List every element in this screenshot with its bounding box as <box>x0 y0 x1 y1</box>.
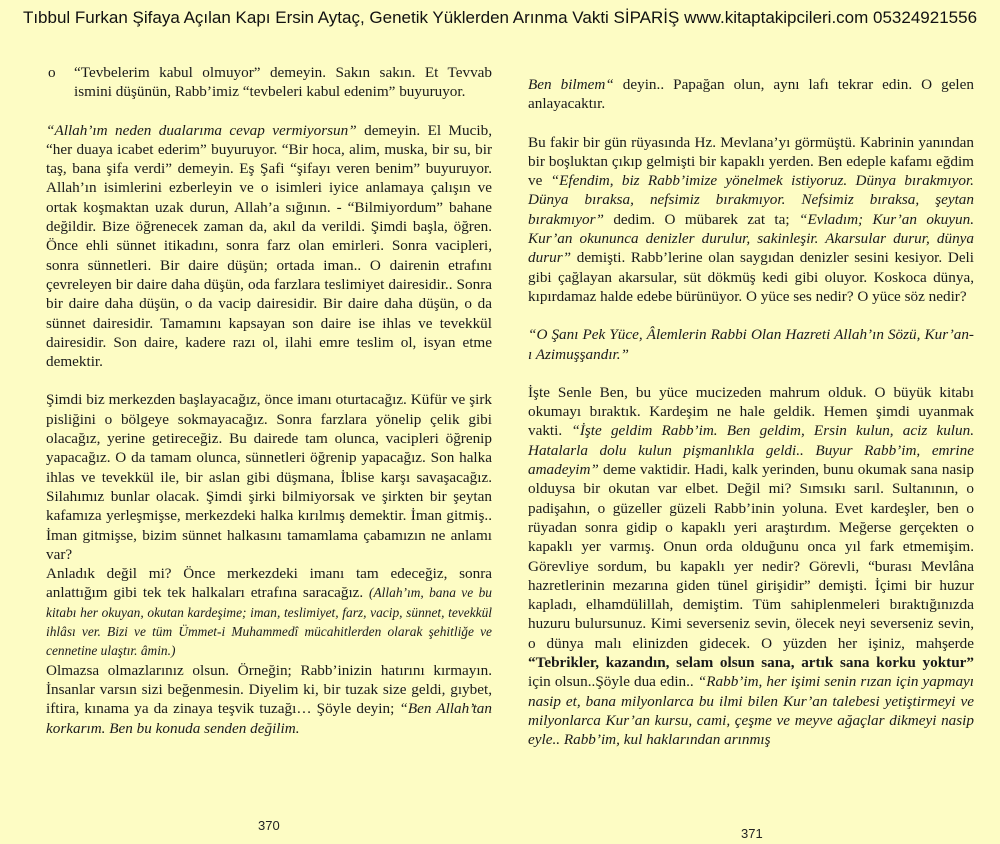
paragraph-merkez: Şimdi biz merkezden başlayacağız, önce imanı oturtacağız. Küfür ve şirk pisliğini o bölgeye sokmayacağız. Sonra farzlara yönelip çelik gibi olacağız, yerine getireceğiz. Bu dairede tam olunca, vacipleri öğrenip yapacağız. O da tamam olunca, sünnetleri öğrenip yapacağız. Son halka ihlas ve tevekkül ile, bir aslan gibi düşmana, İblise karşı savaşacağız. Silahımız bunlar olacak. Şimdi şirki bilmiyorsak ve şirkten bir şeytan kafamıza yerleşmişse, merkezdeki halka kırılmış demektir. İman gitmiş.. İman gitmişse, bizim sünnet halkasını tamamlama çabamızın ne anlamı var? <box>46 391 492 563</box>
paragraph-bilmem: Ben bilmem“ deyin.. Papağan olun, aynı lafı tekrar edin. O gelen anlayacaktır. <box>528 76 974 113</box>
page-number-left: 370 <box>258 818 280 833</box>
bold-quote: “Tebrikler, kazandın, selam olsun sana, artık sana korku yoktur” <box>528 654 974 672</box>
bullet-item <box>46 63 492 102</box>
page-number-right: 371 <box>741 826 763 841</box>
paragraph-olmazsa: Olmazsa olmazlarınız olsun. Örneğin; Rabb’inizin hatırını kırmayın. İnsanlar varsın sizi beğenmesin. Diyelim ki, bir tuzak size geldi, gıybet, iftira, kınama ya da zinaya teşvik tuzağı… Şöyle deyin; “Ben Allah’tan korkarım. Ben bu konuda senden değilim. <box>46 661 492 737</box>
paragraph-iste: İşte Senle Ben, bu yüce mucizeden mahrum olduk. O büyük kitabı okumayı bıraktık. Kardeşim ne hale geldik. Hemen şimdi uyanmak vakti. “İşte geldim Rabb’im. Ben geldim, Ersin kulun, aciz kulun. Hatalarla dolu kulun pişmanlıkla geldi.. Buyur Rabb’im, emrine amadeyim” deme vaktidir. Hadi, kalk yerinden, bunu okumak sana nasip olduysa bir okutan var elbet. Değil mi? Sımsıkı sarıl. Sultanının, o padişahın, o güzeller güzeli Rabb’inin yoluna. Evet kardeşler, ben o rüyadan sonra gidip o kapaklı yeri araştırdım. Meğerse gerçekten o kapaklı yer varmış. Onun orda olduğunu onca yıl fark etmemişim. Görevliye sordum, bu kapaklı yer nedir? Görevli, “burası Mevlâna hazretlerinin mezarına giden tünel girişidir” demişti. İçimi bir huzur kapladı, elhamdülillah, demiştim. Tüm sahiplenmeleri bıraktığınızda huzuru bulursunuz. Kimi severseniz sevin, ölecek neyi severseniz sevin, o dünya malı elinizden gidecek. O yüzden her işiniz, mahşerde “Tebrikler, kazandın, selam olsun sana, artık sana korku yoktur” için olsun..Şöyle dua edin.. “Rabb’im, her işimi senin rızan için yapmayı nasip et, bana milyonlarca bu ilmi bilen Kur’an talebesi yetiştirmeyi ve milyonlarca Kur’an kursu, cami, çeşme ve meyve ağaçlar dikmeyi nasip eyle.. Rabb’im, kul haklarından arınmış <box>528 383 975 749</box>
paragraph-kuran-quote: “O Şanı Pek Yüce, Âlemlerin Rabbi Olan Hazreti Allah’ın Sözü, Kur’an-ı Azimuşşandır.” <box>528 326 974 363</box>
italic-quote: “Ben Allah’tan korkarım. Ben bu konuda senden değilim. <box>46 700 492 737</box>
bullet-text: “Tevbelerim kabul olmuyor” demeyin. Sakın sakın. Et Tevvab ismini düşünün, Rabb’imiz “tevbeleri kabul edenim” buyuruyor. <box>74 64 492 101</box>
italic-quote: “Allah’ım neden dualarıma cevap vermiyorsun” <box>46 121 365 139</box>
page-371-column <box>528 75 974 750</box>
bullet-marker: o <box>48 64 56 81</box>
paragraph-dua: “Allah’ım neden dualarıma cevap vermiyorsun” demeyin. El Mucib, “her duaya icabet ederim” buyuruyor. “Bir hoca, alim, muska, bir su, bir taş, bana şifa verdi” demeyin. Eş Şafi “şifayı veren benim” buyuruyor. Allah’ın isimlerini ezberleyin ve o isimleri iyice anlamaya çalışın ve ortak koşmaktan uzak durun, Allah’a sığının. - “Bilmiyordum” bahane değildir. Bize öğrenecek zaman da, akıl da verildi. Şimdi başla, öğren. Önce ehli sünnet itikadını, sonra farz olan emirleri. Sonra vacipleri, sonra sünnetleri. Bir daire düşün; ortada iman.. O dairenin etrafını çevreleyen bir daire daha düşün, oda farzlara teslimiyet dairesidir.. Sonra bir daire daha düşün, o da vacip dairesidir. Bir daire daha düşün, o da sünnet dairesidir. Tamamını kapsayan son daire ise ihlas ve tevekkül dairesidir. Son daire, kadere razı ol, ilahi emre teslim ol, isyan etme demektir. <box>46 121 492 371</box>
paragraph-ruya: Bu fakir bir gün rüyasında Hz. Mevlana’yı görmüştü. Kabrinin yanından bir boşluktan çıkıp gelmişti bir kapaklı yerden. Ben edeple kafamı eğdim ve “Efendim, biz Rabb’imize yönelmek istiyoruz. Dünya bırakmıyor. Dünya bıraksa, nefsimiz bırakmıyor. Nefsimiz bıraksa, şeytan bırakmıyor” dedim. O mübarek zat ta; “Evladım; Kur’an okuyun. Kur’an okununca denizler durulur, sakinleşir. Akarsular durur, dünya durur” demişti. Rabb’lerine olan saygıdan denizler sesini kesiyor. Deli gibi çağlayan akarsular, süt dökmüş kedi gibi oluyor. Koskoca dünya, kıpırdamaz halde edebe bürünüyor. O yüce ses nedir? O yüce söz nedir? <box>528 133 974 305</box>
header-banner: Tıbbul Furkan Şifaya Açılan Kapı Ersin Aytaç, Genetik Yüklerden Arınma Vakti SİPARİŞ www.kitaptakipcileri.com 05324921556 <box>22 8 978 27</box>
page-370-column <box>46 63 492 738</box>
paragraph-anladik: Anladık değil mi? Önce merkezdeki imanı tam edeceğiz, sonra anlattığım gibi tek tek halkaları etrafına saracağız. (Allah’ım, bana ve bu kitabı her okuyan, okutan kardeşime; iman, teslimiyet, farz, vacip, sünnet, tevekkül ihlâsı ver. Bizi ve tüm Ümmet-i Muhammedî mücahitlerden olarak şehitliğe ve cennetine ulaştır. âmin.) <box>46 565 492 659</box>
italic-prayer: (Allah’ım, bana ve bu kitabı her okuyan, okutan kardeşime; iman, teslimiyet, farz, vacip, sünnet, tevekkül ihlâsı ver. Bizi ve tüm Ümmet-i Muhammedî mücahitlerden olarak şehitliğe ve cennetine ulaştır. âmin.) <box>46 585 492 659</box>
